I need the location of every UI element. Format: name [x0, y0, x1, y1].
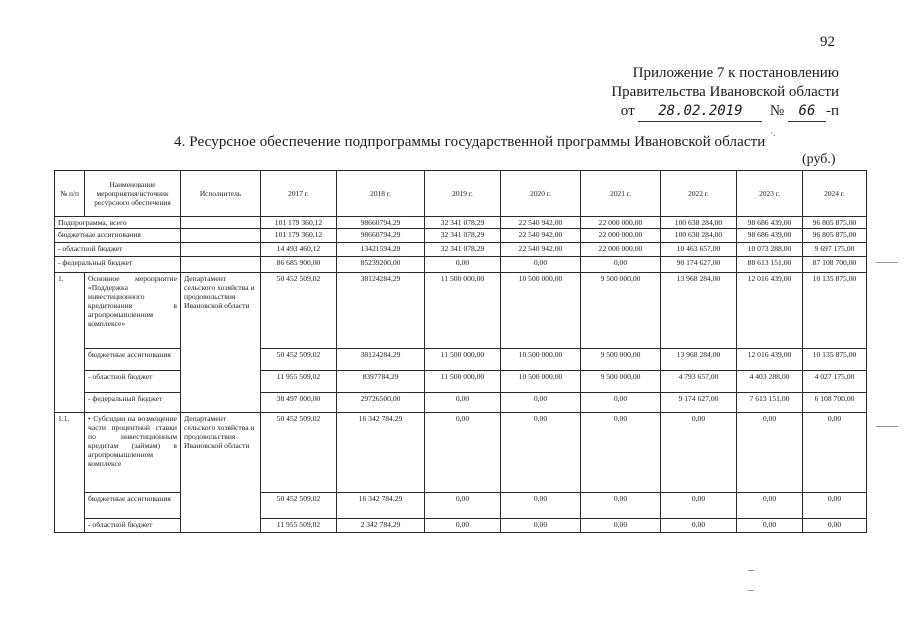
cell-value-7: 4 027 175,00	[803, 371, 867, 393]
cell-value-0: 50 452 509,02	[261, 349, 337, 371]
cell-value-5: 100 638 284,00	[661, 217, 737, 229]
cell-value-7: 9 697 175,00	[803, 243, 867, 257]
cell-value-0: 38 497 000,00	[261, 393, 337, 413]
cell-value-1: 98660794,29	[337, 217, 425, 229]
summary-row	[55, 243, 867, 257]
executor-cell	[181, 217, 261, 229]
row-label: Основное мероприятие «Поддержка инвестиционного кредитования в агропромышленном комплексе»	[85, 273, 181, 349]
cell-value-3: 22 540 942,00	[501, 217, 581, 229]
cell-value-2: 32 341 078,29	[425, 217, 501, 229]
cell-value-2: 11 500 000,00	[425, 349, 501, 371]
cell-value-0: 11 955 509,02	[261, 371, 337, 393]
cell-value-3: 10 500 000,00	[501, 273, 581, 349]
document-title: 4. Ресурсное обеспечение подпрограммы государственной программы Ивановской области	[174, 134, 766, 150]
cell-value-5: 0,00	[661, 519, 737, 533]
cell-value-6: 4 403 288,00	[737, 371, 803, 393]
table-row	[55, 273, 867, 349]
header-year-3: 2020 г.	[501, 171, 581, 217]
cell-value-0: 101 179 360,12	[261, 229, 337, 243]
row-label: бюджетные ассигнования	[55, 229, 181, 243]
cell-value-2: 0,00	[425, 519, 501, 533]
number-suffix: -п	[825, 103, 839, 119]
cell-value-4: 22 000 000,00	[581, 217, 661, 229]
header-year-2: 2019 г.	[425, 171, 501, 217]
table-row	[55, 493, 867, 519]
cell-value-0: 86 685 900,00	[261, 257, 337, 273]
cell-value-4: 0,00	[581, 393, 661, 413]
cell-value-2: 0,00	[425, 493, 501, 519]
cell-value-2: 32 341 078,29	[425, 229, 501, 243]
cell-value-1: 85239200,00	[337, 257, 425, 273]
page-number: 92	[820, 34, 835, 50]
cell-value-3: 22 540 942,00	[501, 243, 581, 257]
cell-value-7: 96 805 875,00	[803, 217, 867, 229]
cell-value-0: 11 955 509,02	[261, 519, 337, 533]
cell-value-7: 10 135 875,00	[803, 273, 867, 349]
cell-value-5: 13 968 284,00	[661, 349, 737, 371]
summary-row	[55, 217, 867, 229]
row-number: 1.1.	[55, 413, 85, 533]
header-year-6: 2023 г.	[737, 171, 803, 217]
handwritten-number: 66	[788, 102, 826, 122]
header-year-7: 2024 г.	[803, 171, 867, 217]
cell-value-7: 0,00	[803, 493, 867, 519]
cell-value-6: 12 016 439,00	[737, 273, 803, 349]
cell-value-5: 4 793 657,00	[661, 371, 737, 393]
cell-value-7: 6 108 700,00	[803, 393, 867, 413]
appendix-line3	[611, 102, 839, 122]
executor-cell	[181, 243, 261, 257]
cell-value-4: 0,00	[581, 257, 661, 273]
cell-value-7: 0,00	[803, 413, 867, 493]
scan-artifact	[876, 426, 898, 427]
cell-value-7: 0,00	[803, 519, 867, 533]
cell-value-7: 96 805 875,00	[803, 229, 867, 243]
row-label: бюджетные ассигнования	[85, 349, 181, 371]
row-label: - федеральный бюджет	[55, 257, 181, 273]
cell-value-7: 10 135 875,00	[803, 349, 867, 371]
row-label: Подпрограмма, всего	[55, 217, 181, 229]
cell-value-4: 22 000 000,00	[581, 243, 661, 257]
cell-value-5: 100 638 284,00	[661, 229, 737, 243]
cell-value-6: 10 073 288,00	[737, 243, 803, 257]
row-label: - областной бюджет	[85, 371, 181, 393]
cell-value-2: 0,00	[425, 257, 501, 273]
cell-value-4: 22 000 000,00	[581, 229, 661, 243]
cell-value-2: 0,00	[425, 413, 501, 493]
executor-cell	[181, 257, 261, 273]
cell-value-4: 0,00	[581, 493, 661, 519]
cell-value-3: 0,00	[501, 493, 581, 519]
cell-value-1: 98660794,29	[337, 229, 425, 243]
cell-value-2: 0,00	[425, 393, 501, 413]
cell-value-0: 101 179 360,12	[261, 217, 337, 229]
cell-value-0: 14 493 460,12	[261, 243, 337, 257]
cell-value-6: 0,00	[737, 493, 803, 519]
cell-value-1: 38124284,29	[337, 273, 425, 349]
row-label: • Субсидии на возмещение части процентной ставки по инвестиционным кредитам (займам) в агропромышленном комплексе	[85, 413, 181, 493]
cell-value-5: 9 174 627,00	[661, 393, 737, 413]
cell-value-3: 0,00	[501, 257, 581, 273]
handwritten-date: 28.02.2019	[638, 102, 762, 122]
row-number: 1.	[55, 273, 85, 413]
scan-artifact	[748, 570, 754, 571]
cell-value-5: 0,00	[661, 493, 737, 519]
from-label: от	[620, 103, 635, 119]
cell-value-5: 0,00	[661, 413, 737, 493]
header-name: Наименование мероприятия/источник ресурсного обеспечения	[85, 171, 181, 217]
table-row	[55, 413, 867, 493]
cell-value-4: 9 500 000,00	[581, 273, 661, 349]
cell-value-0: 50 452 509,02	[261, 413, 337, 493]
cell-value-2: 11 500 000,00	[425, 273, 501, 349]
row-label: - областной бюджет	[85, 519, 181, 533]
row-label: - областной бюджет	[55, 243, 181, 257]
cell-value-4: 9 500 000,00	[581, 349, 661, 371]
cell-value-6: 98 686 439,00	[737, 229, 803, 243]
cell-value-1: 2 342 784,29	[337, 519, 425, 533]
cell-value-1: 38124284,29	[337, 349, 425, 371]
cell-value-6: 0,00	[737, 413, 803, 493]
cell-value-3: 22 540 942,00	[501, 229, 581, 243]
appendix-line2: Правительства Ивановской области	[611, 84, 839, 100]
cell-value-6: 7 613 151,00	[737, 393, 803, 413]
cell-value-1: 8397784,29	[337, 371, 425, 393]
summary-row	[55, 229, 867, 243]
header-num: № п/п	[55, 171, 85, 217]
executor-cell	[181, 229, 261, 243]
header-year-4: 2021 г.	[581, 171, 661, 217]
cell-value-1: 16 342 784,29	[337, 413, 425, 493]
cell-value-0: 50 452 509,02	[261, 493, 337, 519]
cell-value-7: 87 108 700,00	[803, 257, 867, 273]
table-row	[55, 371, 867, 393]
cell-value-3: 0,00	[501, 413, 581, 493]
cell-value-6: 98 686 439,00	[737, 217, 803, 229]
scan-artifact	[748, 590, 754, 591]
cell-value-1: 13421594,29	[337, 243, 425, 257]
cell-value-4: 9 500 000,00	[581, 371, 661, 393]
number-label: №	[769, 103, 785, 119]
row-label: - федеральный бюджет	[85, 393, 181, 413]
cell-value-5: 10 463 657,00	[661, 243, 737, 257]
header-executor: Исполнитель	[181, 171, 261, 217]
summary-row	[55, 257, 867, 273]
row-label: бюджетные ассигнования	[85, 493, 181, 519]
cell-value-2: 11 500 000,00	[425, 371, 501, 393]
unit-label: (руб.)	[802, 152, 836, 167]
executor-cell: Департамент сельского хозяйства и продовольствия Ивановской области	[181, 273, 261, 413]
header-year-5: 2022 г.	[661, 171, 737, 217]
scan-artifact	[876, 262, 898, 263]
cell-value-1: 29726500,00	[337, 393, 425, 413]
resource-table	[54, 170, 867, 533]
cell-value-1: 16 342 784,29	[337, 493, 425, 519]
table-row	[55, 393, 867, 413]
executor-cell: Департамент сельского хозяйства и продовольствия Ивановской области	[181, 413, 261, 533]
appendix-header	[611, 64, 839, 122]
table-row	[55, 519, 867, 533]
scan-mark: ·.	[770, 128, 776, 138]
appendix-line1: Приложение 7 к постановлению	[632, 65, 839, 81]
cell-value-6: 88 613 151,00	[737, 257, 803, 273]
cell-value-4: 0,00	[581, 519, 661, 533]
cell-value-0: 50 452 509,02	[261, 273, 337, 349]
cell-value-6: 12 016 439,00	[737, 349, 803, 371]
table-row	[55, 349, 867, 371]
cell-value-3: 10 500 000,00	[501, 349, 581, 371]
cell-value-6: 0,00	[737, 519, 803, 533]
header-row	[55, 171, 867, 217]
header-year-0: 2017 г.	[261, 171, 337, 217]
cell-value-5: 13 968 284,00	[661, 273, 737, 349]
cell-value-4: 0,00	[581, 413, 661, 493]
cell-value-5: 90 174 627,00	[661, 257, 737, 273]
cell-value-3: 10 500 000,00	[501, 371, 581, 393]
cell-value-3: 0,00	[501, 519, 581, 533]
cell-value-3: 0,00	[501, 393, 581, 413]
header-year-1: 2018 г.	[337, 171, 425, 217]
cell-value-2: 32 341 078,29	[425, 243, 501, 257]
